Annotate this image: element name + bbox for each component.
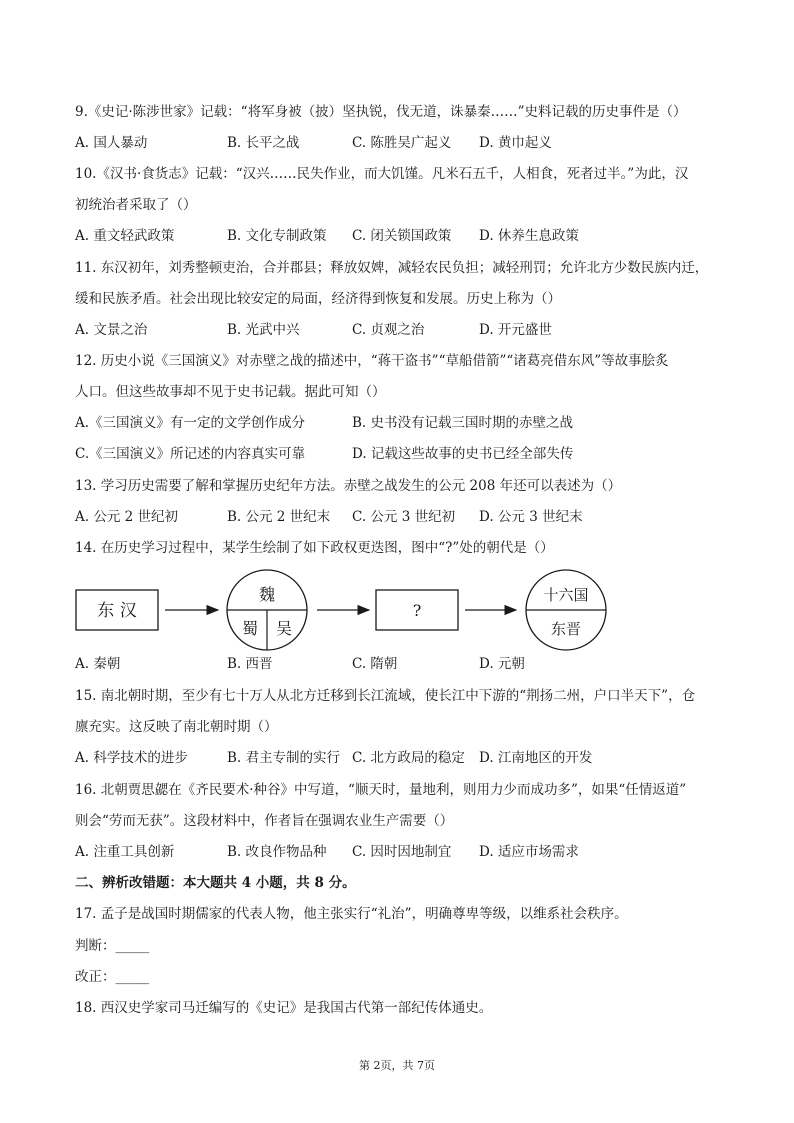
box-unknown-label: ? <box>412 601 422 620</box>
section-2-title: 二、辨析改错题：本大题共 4 小题，共 8 分。 <box>75 875 356 891</box>
q15-option-d: D. 江南地区的开发 <box>479 750 593 766</box>
q10-option-a: A. 重文轻武政策 <box>75 228 175 244</box>
q11-option-d: D. 开元盛世 <box>479 322 552 338</box>
q15-stem-line-1: 15. 南北朝时期，至少有七十万人从北方迁移到长江流域，使长江中下游的“荆扬二州，户口半天下”，仓 <box>75 688 696 704</box>
q10-option-c: C. 闭关锁国政策 <box>352 228 452 244</box>
q17-correct: 改正：_____ <box>75 969 150 985</box>
regime-succession-diagram <box>0 568 794 668</box>
q14-option-d: D. 元朝 <box>479 656 525 672</box>
q9-option-a: A. 国人暴动 <box>75 135 148 151</box>
q17-judge: 判断：_____ <box>75 938 150 954</box>
q12-stem-line-1: 12. 历史小说《三国演义》对赤壁之战的描述中，“蒋干盗书”“草船借箭”“诸葛亮借东风”等故事脍炙 <box>75 353 669 369</box>
q14-stem-line-1: 14. 在历史学习过程中，某学生绘制了如下政权更迭图，图中“?”处的朝代是（） <box>75 540 554 556</box>
q18-stem: 18. 西汉史学家司马迁编写的《史记》是我国古代第一部纪传体通史。 <box>75 1000 493 1016</box>
q15-option-c: C. 北方政局的稳定 <box>352 750 465 766</box>
q10-stem-line-2: 初统治者采取了（） <box>75 197 197 213</box>
q14-option-a: A. 秦朝 <box>75 656 121 672</box>
q12-option-d: D. 记载这些故事的史书已经全部失传 <box>352 446 574 462</box>
q13-option-b: B. 公元 2 世纪末 <box>227 509 331 525</box>
label-dongjin: 东晋 <box>550 620 582 638</box>
q9-option-d: D. 黄巾起义 <box>479 135 552 151</box>
label-sixteen-kingdoms: 十六国 <box>543 586 589 604</box>
q16-option-a: A. 注重工具创新 <box>75 844 175 860</box>
label-shu: 蜀 <box>241 619 259 638</box>
q11-stem-line-2: 缓和民族矛盾。社会出现比较安定的局面，经济得到恢复和发展。历史上称为（） <box>75 291 561 307</box>
q14-option-b: B. 西晋 <box>227 656 273 672</box>
q11-option-c: C. 贞观之治 <box>352 322 425 338</box>
q15-option-b: B. 君主专制的实行 <box>227 750 341 766</box>
q13-option-a: A. 公元 2 世纪初 <box>75 509 179 525</box>
q9-stem-line-1: 9.《史记·陈涉世家》记载：“将军身被（披）坚执锐，伐无道，诛暴秦……”史料记载的历史事件是（） <box>75 104 687 120</box>
q13-option-c: C. 公元 3 世纪初 <box>352 509 456 525</box>
q11-option-b: B. 光武中兴 <box>227 322 300 338</box>
q17-stem: 17. 孟子是战国时期儒家的代表人物，他主张实行“礼治”，明确尊卑等级，以维系社会秩序。 <box>75 906 628 922</box>
q16-stem-line-2: 则会“劳而无获”。这段材料中，作者旨在强调农业生产需要（） <box>75 813 454 829</box>
q15-stem-line-2: 廪充实。这反映了南北朝时期（） <box>75 719 278 735</box>
q10-stem-line-1: 10.《汉书·食货志》记载：“汉兴……民失作业，而大饥馑。凡米石五千，人相食，死者过半。”为此，汉 <box>75 166 689 182</box>
label-wei: 魏 <box>258 585 276 604</box>
q12-option-c: C.《三国演义》所记述的内容真实可靠 <box>75 446 306 462</box>
box-donghan-label: 东 汉 <box>97 601 137 621</box>
q16-option-b: B. 改良作物品种 <box>227 844 327 860</box>
q12-option-a: A.《三国演义》有一定的文学创作成分 <box>75 415 306 431</box>
q16-option-d: D. 适应市场需求 <box>479 844 579 860</box>
q16-option-c: C. 因时因地制宜 <box>352 844 452 860</box>
q10-option-d: D. 休养生息政策 <box>479 228 579 244</box>
page-footer: 第 2页，共 7页 <box>359 1059 435 1072</box>
q13-option-d: D. 公元 3 世纪末 <box>479 509 583 525</box>
q9-option-b: B. 长平之战 <box>227 135 300 151</box>
q12-stem-line-2: 人口。但这些故事却不见于史书记载。据此可知（） <box>75 384 386 400</box>
q15-option-a: A. 科学技术的进步 <box>75 750 188 766</box>
q9-option-c: C. 陈胜吴广起义 <box>352 135 452 151</box>
q14-option-c: C. 隋朝 <box>352 656 398 672</box>
q16-stem-line-1: 16. 北朝贾思勰在《齐民要术·种谷》中写道，“顺天时，量地利，则用力少而成功多”，如果“任情返道” <box>75 782 687 798</box>
q11-option-a: A. 文景之治 <box>75 322 148 338</box>
label-wu: 吴 <box>275 619 293 638</box>
q11-stem-line-1: 11. 东汉初年，刘秀整顿吏治，合并郡县；释放奴婢，减轻农民负担；减轻刑罚；允许北方少数民族内迁， <box>75 260 709 276</box>
q13-stem-line-1: 13. 学习历史需要了解和掌握历史纪年方法。赤壁之战发生的公元 208 年还可以表述为（） <box>75 478 622 494</box>
q12-option-b: B. 史书没有记载三国时期的赤壁之战 <box>352 415 574 431</box>
q10-option-b: B. 文化专制政策 <box>227 228 327 244</box>
